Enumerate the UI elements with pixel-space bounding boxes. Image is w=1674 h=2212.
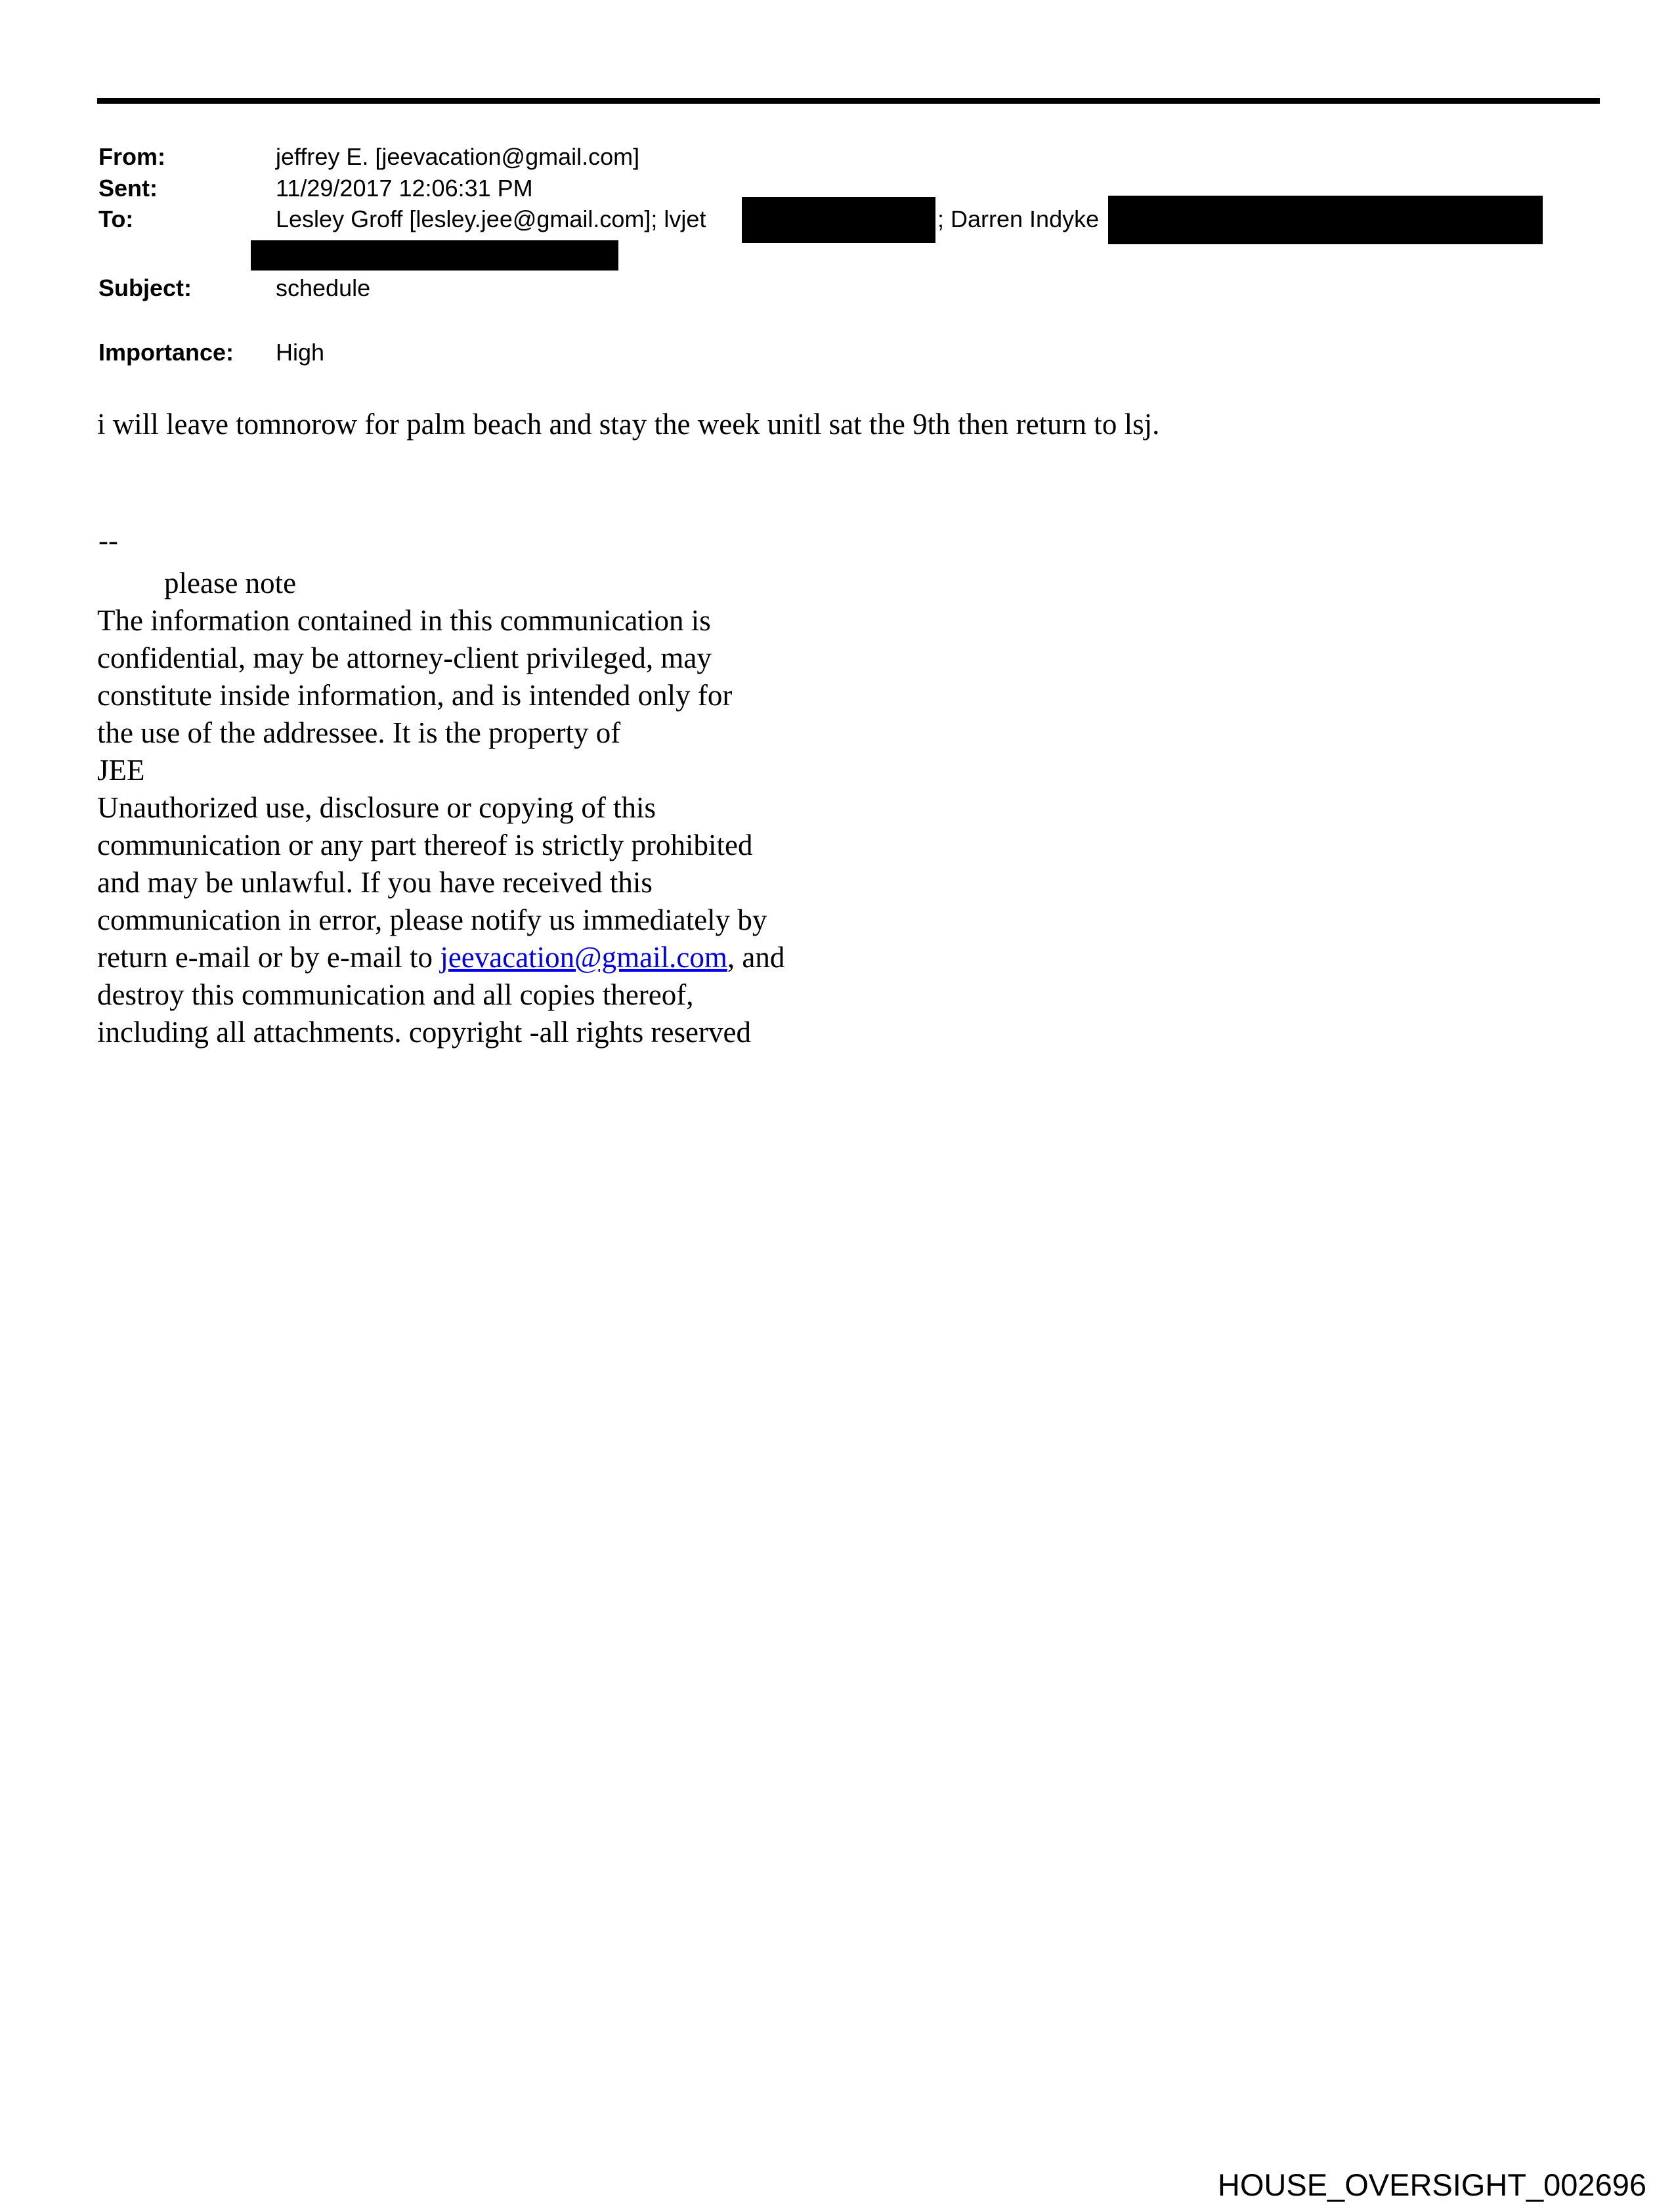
header-row-from (98, 143, 276, 171)
disclaimer-block (97, 565, 784, 1051)
disclaimer-link-suffix: , and (727, 941, 785, 974)
from-value: jeffrey E. [jeevacation@gmail.com] (276, 143, 640, 170)
header-row-to (98, 206, 276, 233)
disclaimer-link-prefix: return e-mail or by e-mail to (97, 941, 440, 974)
disclaimer-line: confidential, may be attorney-client privileged, may (97, 641, 712, 674)
sent-value: 11/29/2017 12:06:31 PM (276, 175, 533, 202)
subject-label: Subject: (98, 274, 192, 301)
disclaimer-line: Unauthorized use, disclosure or copying of this (97, 791, 656, 824)
importance-value: High (276, 339, 325, 366)
redaction-box-to-1 (742, 197, 935, 243)
disclaimer-line: The information contained in this communication is (97, 604, 711, 637)
to-label: To: (98, 206, 134, 232)
importance-label: Importance: (98, 339, 234, 366)
disclaimer-line: communication or any part thereof is strictly prohibited (97, 829, 753, 861)
subject-value: schedule (276, 274, 371, 301)
email-link[interactable]: jeevacation@gmail.com (440, 941, 727, 974)
to-recipient-2: ; Darren Indyke (937, 206, 1100, 232)
disclaimer-line: including all attachments. copyright -all rights reserved (97, 1016, 751, 1049)
disclaimer-line: the use of the addressee. It is the property of (97, 716, 621, 749)
header-row-subject (98, 274, 276, 302)
from-label: From: (98, 143, 165, 170)
disclaimer-line: JEE (97, 754, 145, 787)
disclaimer-line: communication in error, please notify us immediately by (97, 903, 767, 936)
signature-separator: -- (98, 524, 118, 557)
redaction-box-to-2 (1108, 196, 1543, 244)
message-body-text: i will leave tomnorow for palm beach and stay the week unitl sat the 9th then return to lsj. (97, 408, 1160, 441)
disclaimer-note: please note (164, 567, 297, 599)
header-row-importance (98, 339, 276, 366)
to-recipient-1: Lesley Groff [lesley.jee@gmail.com]; lvjet (276, 206, 706, 232)
header-divider-rule (97, 98, 1600, 104)
redaction-box-to-3 (251, 240, 618, 271)
disclaimer-line: and may be unlawful. If you have received this (97, 866, 653, 899)
disclaimer-line: constitute inside information, and is intended only for (97, 679, 733, 712)
disclaimer-line: destroy this communication and all copies thereof, (97, 978, 694, 1011)
bates-number: HOUSE_OVERSIGHT_002696 (1217, 2167, 1646, 2202)
disclaimer-link-line (97, 939, 784, 976)
header-row-sent (98, 175, 276, 202)
sent-label: Sent: (98, 175, 158, 202)
